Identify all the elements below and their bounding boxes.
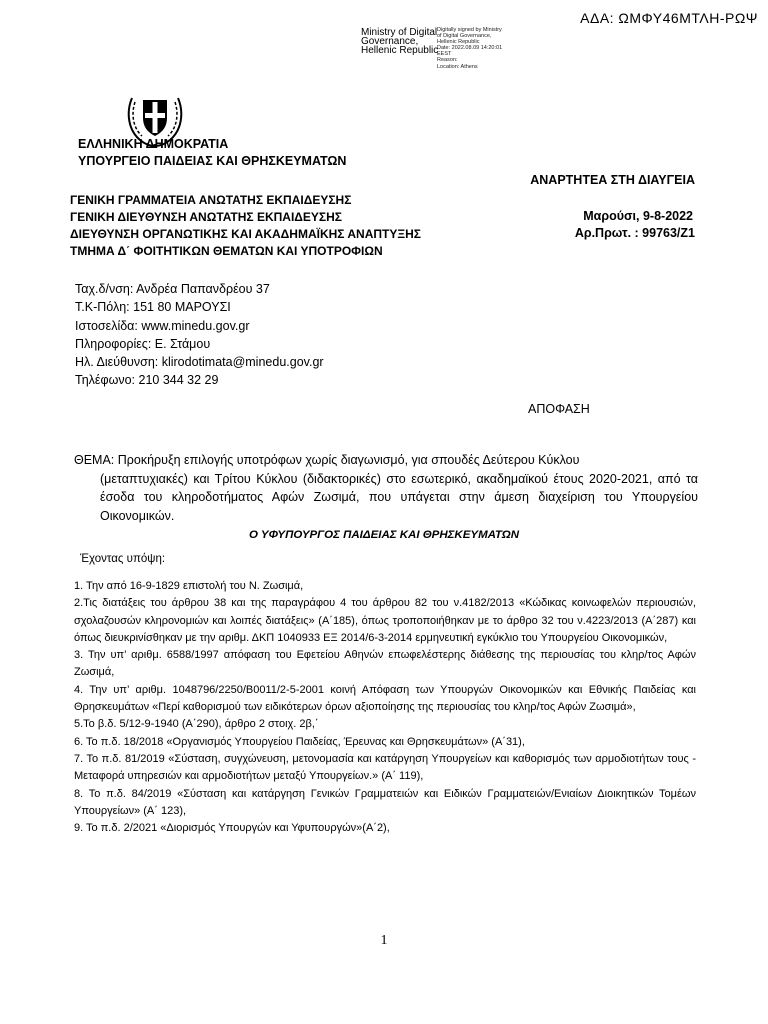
page-number: 1 xyxy=(380,933,388,948)
list-item: 9. Το π.δ. 2/2021 «Διορισμός Υπουργών και Υφυπουργών»(Α΄2), xyxy=(74,822,390,835)
place-date: Μαρούσι, 9-8-2022 xyxy=(583,209,693,223)
list-item: 1. Την από 16-9-1829 επιστολή του Ν. Ζωσιμά, xyxy=(74,580,304,592)
list-item: 5.Το β.δ. 5/12-9-1940 (Α΄290), άρθρο 2 στοιχ. 2β,΄ xyxy=(74,718,319,731)
org-line: ΓΕΝΙΚΗ ΔΙΕΥΘΥΝΣΗ ΑΝΩΤΑΤΗΣ ΕΚΠΑΙΔΕΥΣΗΣ xyxy=(70,210,343,224)
signer-line: Governance, xyxy=(361,36,419,47)
signer-line: Hellenic Republic xyxy=(361,45,439,56)
signature-detail: Date: 2022.08.09 14:20:01 xyxy=(437,45,503,52)
list-item: 2.Τις διατάξεις του άρθρου 38 και της παραγράφου 4 του άρθρου 82 του ν.4182/2013 «Κώδικας κοινωφελών περιουσιών, σχολαζουσών κληρονομιών και λοιπές διατάξεις» (Α΄185), όπως τροποποιήθηκαν με το άρθρο 32 του ν.4223/2013 (Α΄287) και όπως διευκρινίσθηκαν με την αριθμ. ΔΚΠ 1040933 ΕΞ 2014/6-3-2014 ερμηνευτική εγκύκλιο του Υπουργείου Οικονομικών, xyxy=(74,597,696,644)
contact-phone: Τηλέφωνο: 210 344 32 29 xyxy=(75,373,219,388)
signature-detail: Location: Athens xyxy=(437,63,478,70)
subject-block xyxy=(74,451,698,525)
org-line: ΓΕΝΙΚΗ ΓΡΑΜΜΑΤΕΙΑ ΑΝΩΤΑΤΗΣ ΕΚΠΑΙΔΕΥΣΗΣ xyxy=(70,193,352,207)
publish-note: ΑΝΑΡΤΗΤΕΑ ΣΤΗ ΔΙΑΥΓΕΙΑ xyxy=(530,173,695,187)
list-item: 8. Το π.δ. 84/2019 «Σύσταση και κατάργηση Γενικών Γραμματειών και Ειδικών Γραμματειών/Ενιαίων Διοικητικών Τομέων Υπουργείων» (Α΄ 123), xyxy=(74,787,696,817)
ministry-name: ΥΠΟΥΡΓΕΙΟ ΠΑΙΔΕΙΑΣ ΚΑΙ ΘΡΗΣΚΕΥΜΑΤΩΝ xyxy=(78,154,347,168)
considerations-list xyxy=(74,578,696,837)
contact-email: Ηλ. Διεύθυνση: klirodotimata@minedu.gov.gr xyxy=(75,355,324,370)
subject-rest: (μεταπτυχιακές) και Τρίτου Κύκλου (διδακτορικές) στο εσωτερικό, ακαδημαϊκού έτους 2020-2021, από τα έσοδα του κληροδοτήματος Αφών Ζωσιμά, που υπάγεται στην άμεση διαχείριση του Υπουργείου Οικονομικών. xyxy=(100,471,698,523)
list-item: 7. Το π.δ. 81/2019 «Σύσταση, συγχώνευση, μετονομασία και κατάργηση Υπουργείων και καθορισμός των αρμοδιοτήτων τους - Μεταφορά υπηρεσιών και αρμοδιοτήτων μεταξύ Υπουργείων.» (Α΄ 119), xyxy=(74,752,696,783)
list-item: 4. Την υπ’ αριθμ. 1048796/2250/Β0011/2-5-2001 κοινή Απόφαση των Υπουργών Οικονομικών και Εθνικής Παιδείας και Θρησκευμάτων «Περί καθορισμού των ειδικότερων όρων αξιοποίησης της περιουσίας του κληρ/τος Αφών Ζωσιμά», xyxy=(74,683,696,714)
signature-detail: EEST xyxy=(437,51,452,58)
list-item: 3. Την υπ’ αριθμ. 6588/1997 απόφαση του Εφετείου Αθηνών επωφελέστερης διάθεσης της περιουσίας του κληρ/τος Αφών Ζωσιμά, xyxy=(74,649,696,679)
signature-signer xyxy=(361,28,441,55)
minister-title: Ο ΥΦΥΠΟΥΡΓΟΣ ΠΑΙΔΕΙΑΣ ΚΑΙ ΘΡΗΣΚΕΥΜΑΤΩΝ xyxy=(248,529,520,541)
subject-first-line: ΘΕΜΑ: Προκήρυξη επιλογής υποτρόφων χωρίς διαγωνισμό, για σπουδές Δεύτερου Κύκλου xyxy=(74,453,580,467)
signer-line: Ministry of Digital xyxy=(361,27,438,38)
signature-detail: Hellenic Republic xyxy=(437,39,480,46)
org-line: ΤΜΗΜΑ Δ΄ ΦΟΙΤΗΤΙΚΩΝ ΘΕΜΑΤΩΝ ΚΑΙ ΥΠΟΤΡΟΦΙΩΝ xyxy=(70,244,383,258)
country-name: ΕΛΛΗΝΙΚΗ ΔΗΜΟΚΡΑΤΙΑ xyxy=(78,137,229,151)
protocol-number: Αρ.Πρωτ. : 99763/Ζ1 xyxy=(574,226,695,240)
signature-detail: Digitally signed by Ministry xyxy=(437,27,502,33)
given-label: Έχοντας υπόψη: xyxy=(80,553,166,565)
contact-address: Ταχ.δ/νση: Ανδρέα Παπανδρέου 37 xyxy=(75,282,270,296)
signature-detail: of Digital Governance, xyxy=(437,33,492,40)
contact-block xyxy=(75,280,324,390)
signature-details xyxy=(437,27,537,70)
decision-label: ΑΠΟΦΑΣΗ xyxy=(528,402,590,416)
contact-website: Ιστοσελίδα: www.minedu.gov.gr xyxy=(75,318,250,333)
contact-postcode: Τ.Κ-Πόλη: 151 80 ΜΑΡΟΥΣΙ xyxy=(75,300,231,315)
signature-detail: Reason: xyxy=(437,57,458,64)
list-item: 6. Το π.δ. 18/2018 «Οργανισμός Υπουργείου Παιδείας, Έρευνας και Θρησκευμάτων» (Α΄31), xyxy=(74,735,525,748)
org-line: ΔΙΕΥΘΥΝΣΗ ΟΡΓΑΝΩΤΙΚΗΣ ΚΑΙ ΑΚΑΔΗΜΑΪΚΗΣ ΑΝΑΠΤΥΞΗΣ xyxy=(70,227,421,241)
ada-code: ΑΔΑ: ΩΜΦΥ46ΜΤΛΗ-ΡΩΨ xyxy=(580,10,758,26)
contact-info: Πληροφορίες: Ε. Στάμου xyxy=(75,336,211,351)
